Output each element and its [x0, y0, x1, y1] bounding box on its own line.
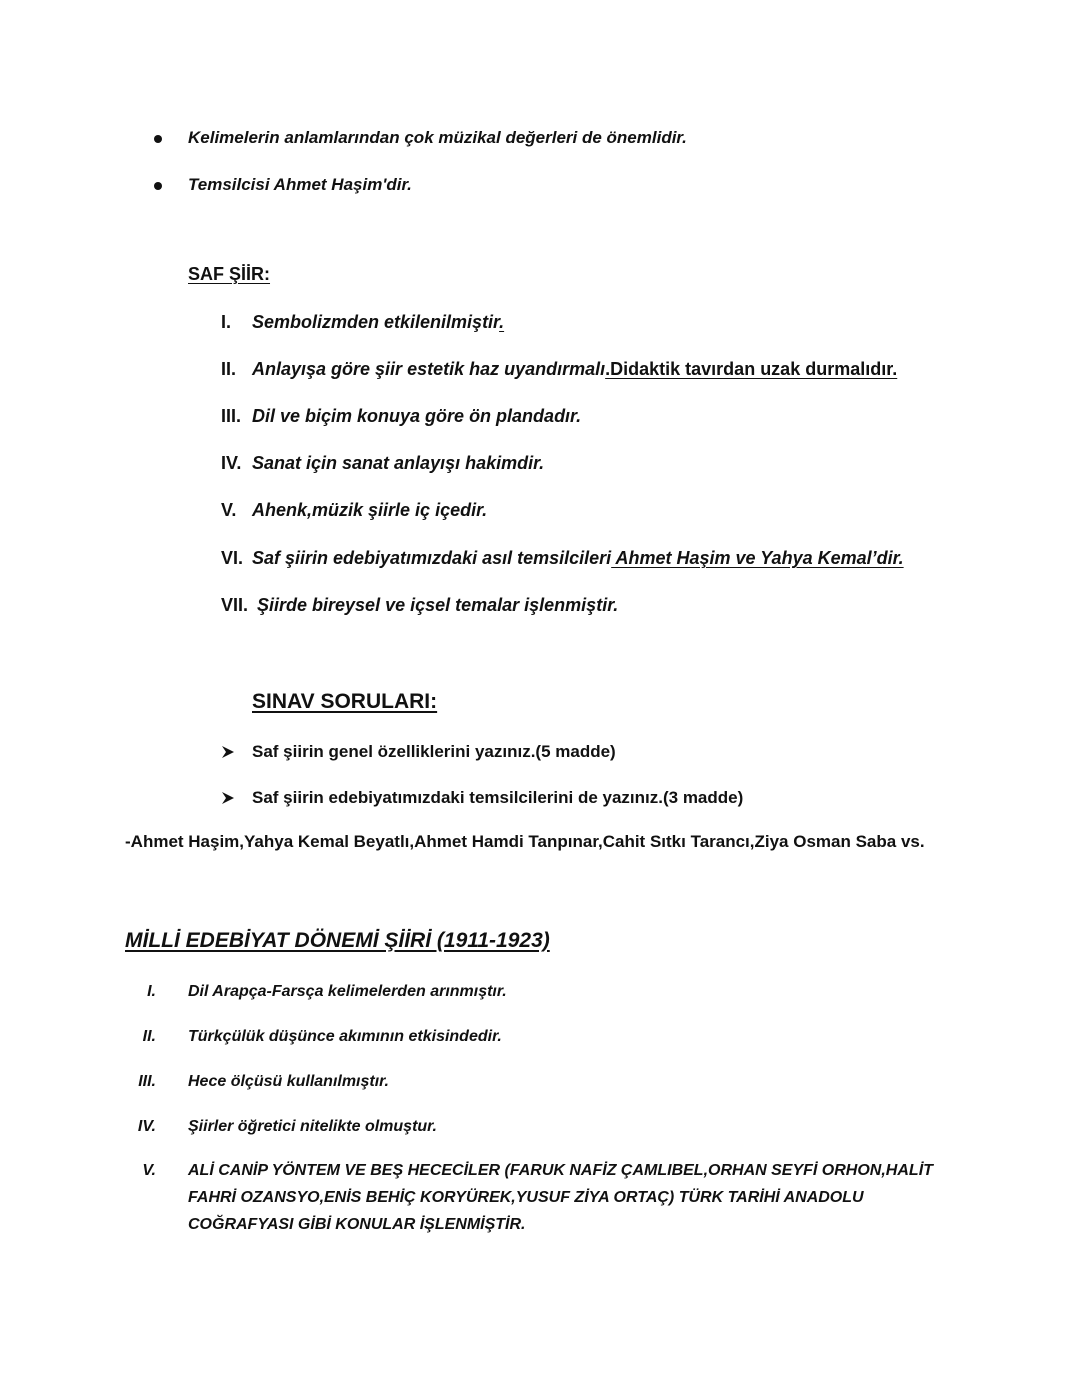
- list-item-text: Sembolizmden etkilenilmiştir: [252, 312, 500, 332]
- list-item: [252, 548, 904, 569]
- list-item: Dil ve biçim konuya göre ön plandadır.: [252, 406, 582, 426]
- list-item-text: Saf şiirin edebiyatımızdaki asıl temsilcileri: [252, 548, 612, 568]
- exam-question: Saf şiirin edebiyatımızdaki temsilcilerini de yazınız.(3 madde): [252, 788, 744, 807]
- bullet-text: Kelimelerin anlamlarından çok müzikal değerleri de önemlidir.: [188, 128, 687, 147]
- roman-numeral: III.: [138, 1073, 156, 1090]
- list-item: [252, 359, 897, 380]
- roman-numeral: V.: [221, 500, 237, 520]
- roman-numeral: II.: [142, 1028, 156, 1045]
- bullet-dot: [154, 135, 162, 143]
- roman-numeral: I.: [221, 312, 232, 332]
- list-item: [252, 312, 504, 333]
- roman-numeral: I.: [147, 983, 156, 1000]
- bullet-text: Temsilcisi Ahmet Haşim'dir.: [188, 175, 412, 194]
- section-title-saf-siir: SAF ŞİİR:: [188, 264, 271, 284]
- exam-question: Saf şiirin genel özelliklerini yazınız.(5 madde): [252, 742, 616, 761]
- list-item-text: Anlayışa göre şiir estetik haz uyandırmalı: [252, 359, 606, 379]
- list-item: ALİ CANİP YÖNTEM VE BEŞ HECECİLER (FARUK NAFİZ ÇAMLIBEL,ORHAN SEYFİ ORHON,HALİT FAHRİ OZANSYO,ENİS BEHİÇ KORYÜREK,YUSUF ZİYA ORTAÇ) TÜRK TARİHİ ANADOLU COĞRAFYASI GİBİ KONULAR İŞLENMİŞTİR.: [188, 1162, 933, 1233]
- section-title-milli-edebiyat: MİLLİ EDEBİYAT DÖNEMİ ŞİİRİ (1911-1923): [125, 929, 550, 952]
- roman-numeral: VI.: [221, 548, 244, 568]
- roman-numeral: IV.: [137, 1118, 156, 1135]
- arrow-bullet-icon: [221, 745, 235, 759]
- list-item: Dil Arapça-Farsça kelimelerden arınmıştır.: [188, 983, 507, 1000]
- list-item-underlined: Ahmet Haşim ve Yahya Kemal’dir.: [611, 548, 904, 568]
- bullet-dot: [154, 182, 162, 190]
- list-item: Ahenk,müzik şiirle iç içedir.: [252, 500, 488, 520]
- list-item: Sanat için sanat anlayışı hakimdir.: [252, 453, 545, 473]
- list-item: Şiirde bireysel ve içsel temalar işlenmiştir.: [257, 595, 619, 615]
- roman-numeral: V.: [142, 1162, 156, 1179]
- list-item: Türkçülük düşünce akımının etkisindedir.: [188, 1028, 502, 1045]
- list-item-underlined: .: [499, 312, 505, 332]
- list-item: Şiirler öğretici nitelikte olmuştur.: [188, 1118, 437, 1135]
- roman-numeral: VII.: [221, 595, 249, 615]
- roman-numeral: III.: [221, 406, 242, 426]
- list-item: Hece ölçüsü kullanılmıştır.: [188, 1073, 389, 1090]
- list-item-underlined: .Didaktik tavırdan uzak durmalıdır.: [605, 359, 898, 379]
- exam-answer: -Ahmet Haşim,Yahya Kemal Beyatlı,Ahmet Hamdi Tanpınar,Cahit Sıtkı Tarancı,Ziya Osman Saba vs.: [125, 832, 925, 851]
- roman-numeral: II.: [221, 359, 237, 379]
- roman-numeral: IV.: [221, 453, 242, 473]
- section-title-sinav-sorulari: SINAV SORULARI:: [252, 690, 438, 713]
- arrow-bullet-icon: [221, 791, 235, 805]
